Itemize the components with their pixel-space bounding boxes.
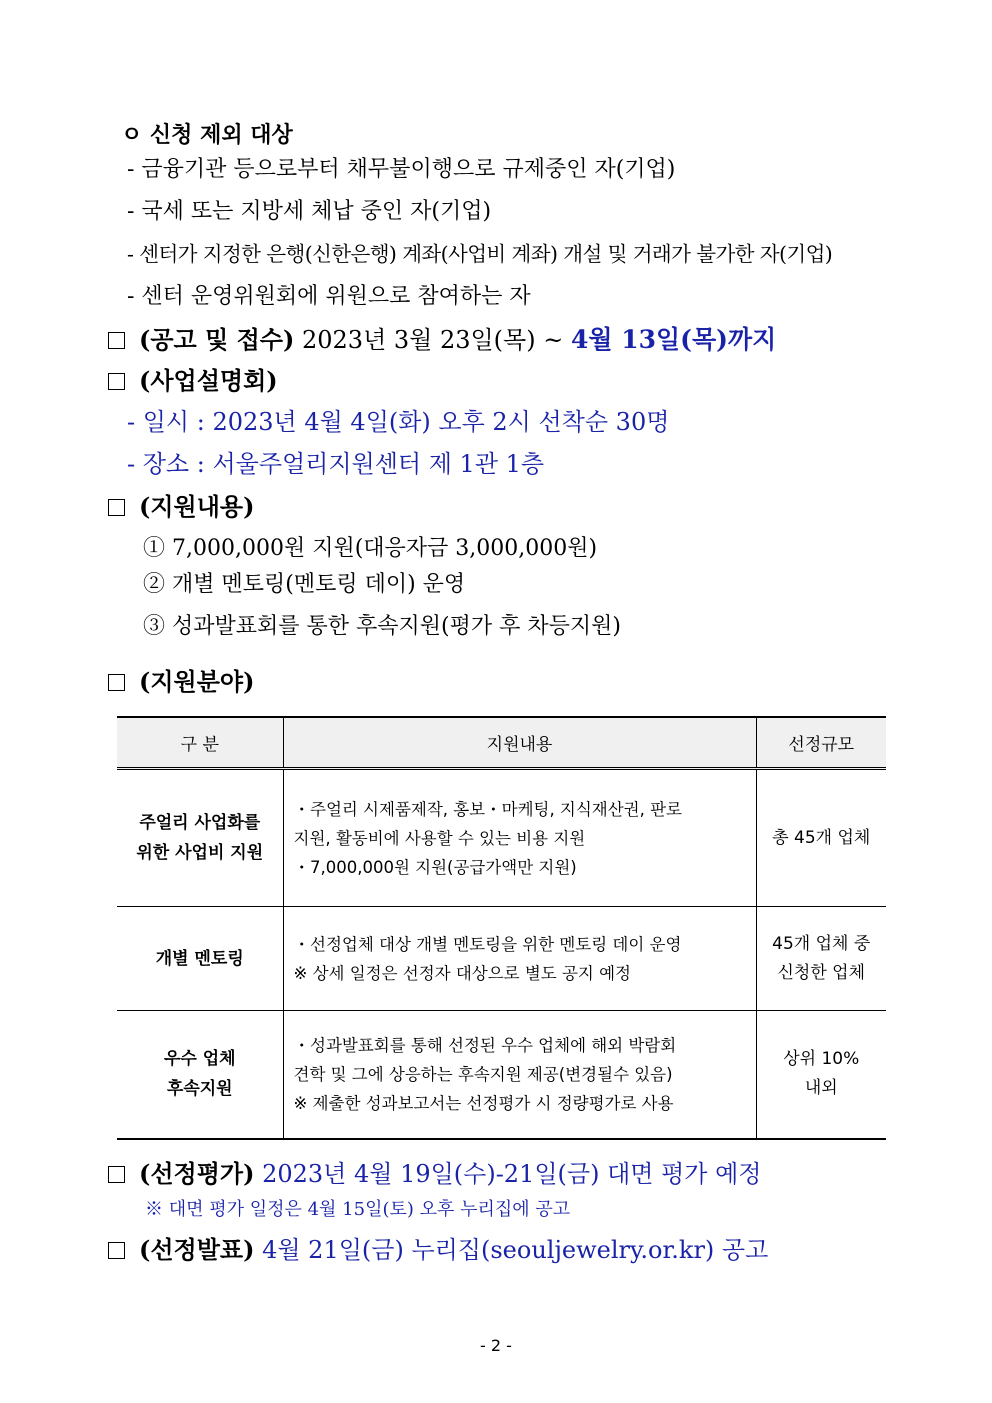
checkbox-icon — [108, 373, 125, 390]
support-field-line — [108, 662, 254, 697]
scale-line: 내외 — [804, 1078, 838, 1099]
support-content-item-1: ① 7,000,000원 지원(대응자금 3,000,000원) — [143, 536, 598, 561]
evaluation-note: ※ 대면 평가 일정은 4월 15일(토) 오후 누리집에 공고 — [145, 1199, 571, 1220]
exclusion-item-1: - 금융기관 등으로부터 채무불이행으로 규제중인 자(기업) — [127, 157, 676, 182]
row-content — [283, 907, 756, 1011]
exclusion-item-3: - 센터가 지정한 은행(신한은행) 계좌(사업비 계좌) 개설 및 거래가 불가한 자(기업) — [127, 242, 833, 266]
result-line — [108, 1230, 768, 1265]
exclusion-item-2: - 국세 또는 지방세 체납 중인 자(기업) — [127, 199, 492, 224]
row-scale — [756, 769, 886, 907]
briefing-line — [108, 361, 278, 396]
table-row — [117, 1011, 886, 1139]
row-category — [117, 907, 283, 1011]
row-content — [283, 769, 756, 907]
evaluation-label: (선정평가) — [139, 1159, 255, 1188]
support-field-label: (지원분야) — [139, 667, 255, 696]
checkbox-icon — [108, 1242, 125, 1259]
result-label: (선정발표) — [139, 1235, 255, 1264]
content-line: ・7,000,000원 지원(공급가액만 지원) — [293, 857, 577, 877]
announcement-deadline: 4월 13일(목)까지 — [570, 325, 777, 354]
content-line: ・성과발표회를 통해 선정된 우수 업체에 해외 박람회 — [293, 1035, 677, 1055]
header-scale: 선정규모 — [756, 717, 886, 769]
support-content-item-3: ③ 성과발표회를 통한 후속지원(평가 후 차등지원) — [143, 614, 621, 639]
row-content — [283, 1011, 756, 1139]
page-number: - 2 - — [480, 1336, 512, 1355]
content-line: ※ 제출한 성과보고서는 선정평가 시 정량평가로 사용 — [293, 1093, 674, 1113]
scale-line: 45개 업체 중 — [772, 933, 871, 954]
content-line: ・선정업체 대상 개별 멘토링을 위한 멘토링 데이 운영 — [293, 934, 682, 954]
announcement-line — [108, 320, 776, 356]
evaluation-line — [108, 1154, 761, 1189]
row-category — [117, 769, 283, 907]
category-line: 주얼리 사업화를 — [139, 813, 261, 833]
exclusion-heading: ㅇ 신청 제외 대상 — [121, 122, 293, 148]
category-line: 후속지원 — [166, 1079, 233, 1100]
checkbox-icon — [108, 499, 125, 516]
exclusion-item-4: - 센터 운영위원회에 위원으로 참여하는 자 — [127, 284, 531, 309]
briefing-place: - 장소 : 서울주얼리지원센터 제 1관 1층 — [127, 450, 545, 478]
content-line: 지원, 활동비에 사용할 수 있는 비용 지원 — [293, 828, 586, 848]
row-scale — [756, 1011, 886, 1139]
result-text: 4월 21일(금) 누리집(seouljewelry.or.kr) 공고 — [262, 1236, 769, 1264]
content-line: ※ 상세 일정은 선정자 대상으로 별도 공지 예정 — [293, 963, 631, 983]
evaluation-text: 2023년 4월 19일(수)-21일(금) 대면 평가 예정 — [262, 1160, 762, 1188]
briefing-label: (사업설명회) — [139, 366, 278, 395]
checkbox-icon — [108, 332, 125, 349]
category-line: 개별 멘토링 — [155, 948, 244, 969]
scale-line: 신청한 업체 — [777, 962, 865, 983]
support-content-label: (지원내용) — [139, 492, 255, 521]
support-content-line — [108, 487, 254, 522]
briefing-datetime: - 일시 : 2023년 4월 4일(화) 오후 2시 선착순 30명 — [127, 408, 670, 436]
support-content-item-2: ② 개별 멘토링(멘토링 데이) 운영 — [143, 572, 466, 597]
scale-line: 상위 10% — [783, 1049, 860, 1070]
header-category: 구 분 — [117, 717, 283, 769]
checkbox-icon — [108, 674, 125, 691]
scale-line: 총 45개 업체 — [772, 827, 871, 848]
category-line: 위한 사업비 지원 — [136, 843, 264, 863]
checkbox-icon — [108, 1166, 125, 1183]
header-content: 지원내용 — [283, 717, 756, 769]
category-line: 우수 업체 — [163, 1049, 236, 1070]
content-line: 견학 및 그에 상응하는 후속지원 제공(변경될수 있음) — [293, 1064, 673, 1084]
row-scale — [756, 907, 886, 1011]
table-row — [117, 769, 886, 907]
table-row — [117, 907, 886, 1011]
content-line: ・주얼리 시제품제작, 홍보・마케팅, 지식재산권, 판로 — [293, 799, 682, 819]
table-header-row — [117, 717, 886, 769]
support-field-table — [117, 716, 886, 1140]
announcement-period: 2023년 3월 23일(목) ~ — [301, 326, 571, 354]
row-category — [117, 1011, 283, 1139]
announcement-label: (공고 및 접수) — [139, 325, 295, 354]
